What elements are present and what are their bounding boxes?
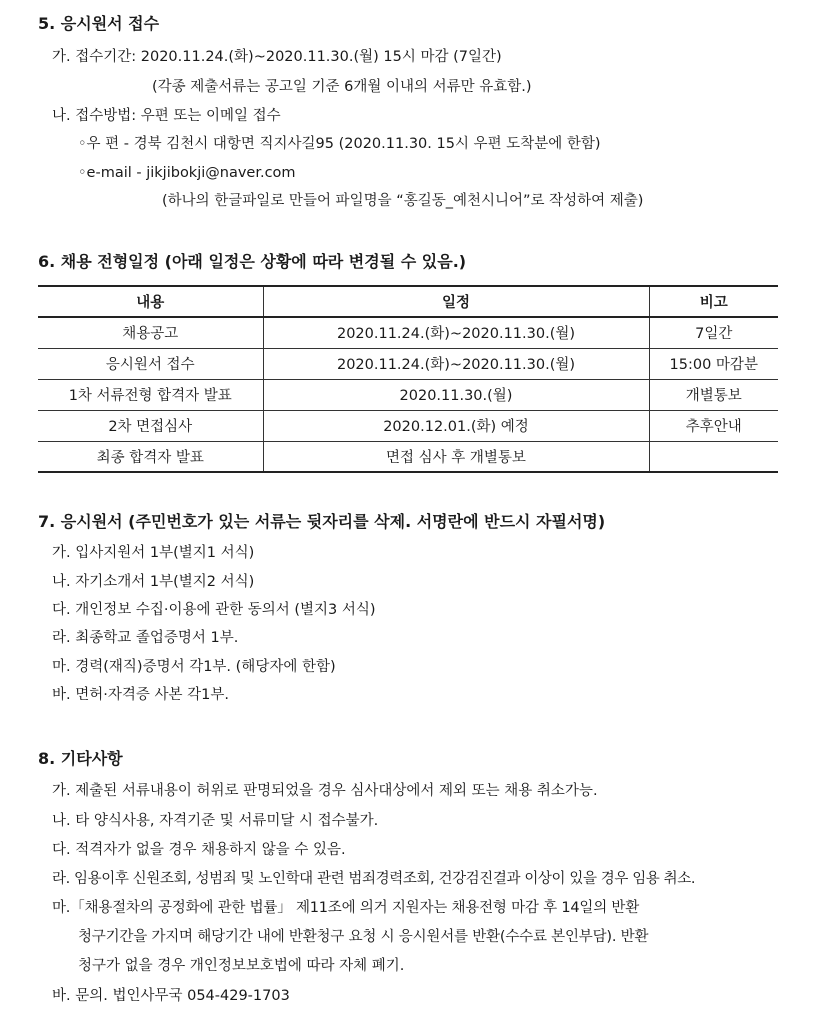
application-email-note: (하나의 한글파일로 만들어 파일명을 “홍길동_예천시니어”로 작성하여 제출) <box>162 193 644 209</box>
contact-info: 바. 문의. 법인사무국 054-429-1703 <box>52 988 290 1004</box>
application-period-note: (각종 제출서류는 공고일 기준 6개월 이내의 서류만 유효함.) <box>152 79 532 95</box>
schedule-cell-date: 2020.11.30.(월) <box>263 379 649 410</box>
table-row <box>38 379 778 410</box>
section-8-title: 8. 기타사항 <box>38 749 123 768</box>
section-5-title: 5. 응시원서 접수 <box>38 14 160 33</box>
application-email: ◦e-mail - jikjibokji@naver.com <box>78 165 296 181</box>
table-row <box>38 410 778 441</box>
list-item: 가. 제출된 서류내용이 허위로 판명되었을 경우 심사대상에서 제외 또는 채용 취소가능. <box>52 783 598 799</box>
application-post-address: ◦우 편 - 경북 김천시 대항면 직지사길95 (2020.11.30. 15시 우편 도착분에 한함) <box>78 136 601 152</box>
schedule-cell-content: 채용공고 <box>38 317 263 348</box>
schedule-cell-content: 응시원서 접수 <box>38 348 263 379</box>
application-period: 가. 접수기간: 2020.11.24.(화)~2020.11.30.(월) 15시 마감 (7일간) <box>52 49 502 65</box>
schedule-header-row <box>38 286 778 317</box>
list-item: 마. 경력(재직)증명서 각1부. (해당자에 한함) <box>52 659 336 675</box>
list-item: 바. 면허·자격증 사본 각1부. <box>52 687 229 703</box>
schedule-table <box>38 285 778 473</box>
schedule-cell-note: 추후안내 <box>649 410 778 441</box>
schedule-header-content: 내용 <box>38 286 263 317</box>
schedule-cell-date: 2020.11.24.(화)~2020.11.30.(월) <box>263 317 649 348</box>
list-item: 라. 임용이후 신원조회, 성범죄 및 노인학대 관련 범죄경력조회, 건강검진결과 이상이 있을 경우 임용 취소. <box>52 871 696 887</box>
list-item: 가. 입사지원서 1부(별지1 서식) <box>52 545 255 561</box>
list-item: 다. 개인정보 수집·이용에 관한 동의서 (별지3 서식) <box>52 602 376 618</box>
schedule-cell-note: 15:00 마감분 <box>649 348 778 379</box>
schedule-cell-date: 2020.11.24.(화)~2020.11.30.(월) <box>263 348 649 379</box>
schedule-cell-note <box>649 441 778 472</box>
section-6-title: 6. 채용 전형일정 (아래 일정은 상황에 따라 변경될 수 있음.) <box>38 252 467 271</box>
application-method: 나. 접수방법: 우편 또는 이메일 접수 <box>52 108 281 124</box>
table-row <box>38 348 778 379</box>
schedule-cell-date: 2020.12.01.(화) 예정 <box>263 410 649 441</box>
table-row <box>38 317 778 348</box>
list-item: 나. 타 양식사용, 자격기준 및 서류미달 시 접수불가. <box>52 813 379 829</box>
list-item: 라. 최종학교 졸업증명서 1부. <box>52 630 239 646</box>
list-item-continuation: 청구기간을 가지며 해당기간 내에 반환청구 요청 시 응시원서를 반환(수수료 본인부담). 반환 <box>78 929 649 945</box>
schedule-cell-content: 2차 면접심사 <box>38 410 263 441</box>
list-item-continuation: 청구가 없을 경우 개인정보보호법에 따라 자체 폐기. <box>78 958 405 974</box>
schedule-cell-content: 1차 서류전형 합격자 발표 <box>38 379 263 410</box>
list-item: 마.「채용절차의 공정화에 관한 법률」 제11조에 의거 지원자는 채용전형 마감 후 14일의 반환 <box>52 900 640 916</box>
schedule-cell-note: 개별통보 <box>649 379 778 410</box>
schedule-cell-note: 7일간 <box>649 317 778 348</box>
table-row <box>38 441 778 472</box>
schedule-cell-date: 면접 심사 후 개별통보 <box>263 441 649 472</box>
section-7-title: 7. 응시원서 (주민번호가 있는 서류는 뒷자리를 삭제. 서명란에 반드시 자필서명) <box>38 512 606 531</box>
list-item: 다. 적격자가 없을 경우 채용하지 않을 수 있음. <box>52 842 346 858</box>
list-item: 나. 자기소개서 1부(별지2 서식) <box>52 574 255 590</box>
schedule-header-note: 비고 <box>649 286 778 317</box>
schedule-header-date: 일정 <box>263 286 649 317</box>
schedule-cell-content: 최종 합격자 발표 <box>38 441 263 472</box>
